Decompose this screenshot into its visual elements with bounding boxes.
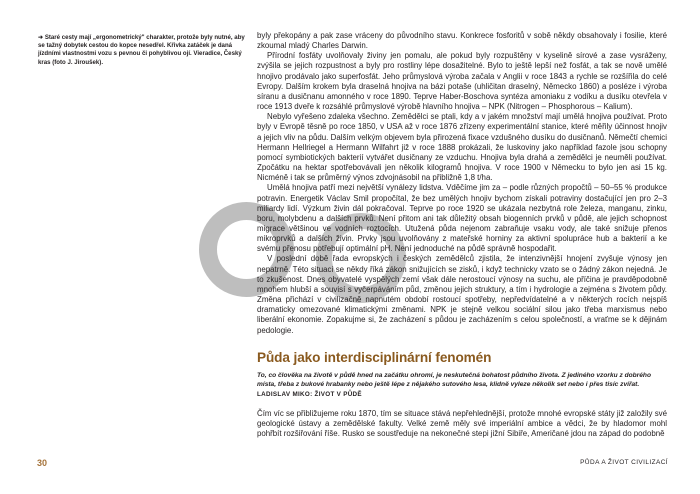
section-heading: Půda jako interdisciplinární fenomén [257, 350, 492, 365]
running-head: PŮDA A ŽIVOT CIVILIZACÍ [580, 459, 668, 466]
sidenote-text: Staré cesty mají „ergonometrický" charakter, protože byly nutné, aby se tažný dobytek cestou do kopce nesedřel. Křivka zatáček je daná jízdními vlastnostmi vozu s pevnou či pohyblivou ojí. Vieradice, Český kras (foto J. Jiroušek). [38, 34, 245, 66]
paragraph: Přírodní fosfáty uvolňovaly živiny jen pomalu, ale pokud byly rozpuštěny v kyselině sírové a zase vysráženy, zvýšila se jejich rozpustnost a byly pro rostliny lépe dosažitelné. Bylo to ještě lepší než fosfát, a tak se nově umělé hnojivo prodávalo jako superfosfát. Jeho průmyslová výroba začala v Anglii v roce 1843 a rychle se rozšířila do celé Evropy. Dalším krokem byla draselná hnojiva na bázi potaše (uhličitan draselný, Německo 1860) a posléze i výroba síranu a dusičnanu amonného v roce 1890. Teprve Haber-Boschova syntéza amoniaku z vodíku a dusíku otevřela v roce 1913 dveře k rozsáhlé průmyslové výrobě hlavního hnojiva – NPK (Nitrogen – Phosphorous – Kalium). [257, 51, 667, 112]
section-body-text: Čím víc se přibližujeme roku 1870, tím se situace stává nepřehlednější, protože mnohé evropské státy již založily své geologické ústavy a zemědělské fakulty. Velké země měly své imperiální ambice a vědci, že by hladomor mohl pohřbít rozšiřování říše. Rusko se soustředuje na nekonečné stepi jižní Sibiře, Američané jdou na západ do podobně [257, 409, 667, 439]
paragraph: Nebylo vyřešeno zdaleka všechno. Zemědělci se ptali, kdy a v jakém množství mají umělá hnojiva používat. Proto byly v Evropě těsně po roce 1850, v USA až v roce 1876 zřízeny experimentální stanice, které měřily účinnost hnojiv a jejich vliv na půdu. Dalším velkým objevem byla přirozená fixace vzdušného dusíku do dusičnanů. Němečtí chemici Hermann Hellriegel a Hermann Wilfahrt již v roce 1888 prokázali, že luskoviny jako například fazole jsou schopny pomocí symbiotických bakterií vytvářet dusičnany ze vzduchu. Hnojiva byla drahá a zemědělci je neuměli používat. Zpočátku na hektar spotřebovávali jen několik kilogramů hnojiva. V roce 1900 v Německu to bylo jen asi 15 kg. Nicméně i tak se průměrný výnos zdvojnásobil na přibližně 1,8 t/ha. [257, 112, 667, 183]
sidenote-caption [38, 34, 246, 67]
main-text-column [257, 31, 667, 336]
paragraph: Umělá hnojiva patří mezi největší vynálezy lidstva. Vděčíme jim za – podle různých propočtů – 50–55 % produkce potravin. Energetik Václav Smil propočítal, že bez umělých hnojiv bychom získali potraviny dostačující jen pro 2–3 miliardy lidí. Výzkum živin dál pokračoval. Teprve po roce 1920 se ukázala nezbytná role železa, manganu, zinku, boru, molybdenu a dalších prvků. Není přitom ani tak důležitý obsah biogenních prvků v půdě, ale jejich schopnost migrace většinou ve vodních roztocích. Utužená půda nejenom zabraňuje vsaku vody, ale také snižuje přenos mikroprvků a dalších živin. Prvky jsou uvolňovány z mateřské horniny za aktivní spolupráce hub a bakterií a ke svému přenosu potřebují optimální pH. Není jednoduché na půdě správně hospodařit. [257, 183, 667, 254]
motto-author: LADISLAV MIKO: ŽIVOT V PŮDĚ [257, 391, 362, 398]
paragraph: V poslední době řada evropských i českých zemědělců zjistila, že intenzivnější hnojení zvyšuje výnosy jen nepatrně. Této situaci se někdy říká zákon snižujících se zisků, i když technicky vzato se o žádný zákon nejedná. Je to zkušenost. Dnes obyvatelé vyspělých zemí však dále nerostoucí výnosy na suchu, ale příčina je pravděpodobně mnohem hlubší a souvisí s vyčerpáváním půd, změnou jejich struktury, a tím i hydrologie a zejména s životem půdy. Změna přichází v civilizačně napnutém období rostoucí spotřeby, nepředvídatelné a v některých rocích nejspíš dramaticky omezované klimatickými změnami. NPK je stejně velkou sociální silou jako třeba marxismus nebo liberální ekonomie. Zopakujme si, že zacházení s půdou je zacházením s celou společností, a vraťme se k dějinám pedologie. [257, 254, 667, 335]
paragraph: byly překopány a pak zase vráceny do původního stavu. Konkrece fosforitů v sobě někdy obsahovaly i fosilie, které zkoumal mladý Charles Darwin. [257, 31, 667, 51]
section-motto: To, co člověka na životě v půdě hned na začátku ohromí, je neskutečná bohatost půdního života. Z jediného vzorku z dobrého místa, třeba z bukové hrabanky nebo ještě lépe z nějakého sutového lesa, klidně vyleze několik set nebo i přes tisíc zvířat. [257, 372, 651, 388]
page-number: 30 [37, 458, 48, 468]
arrow-icon: ➜ [38, 34, 44, 41]
